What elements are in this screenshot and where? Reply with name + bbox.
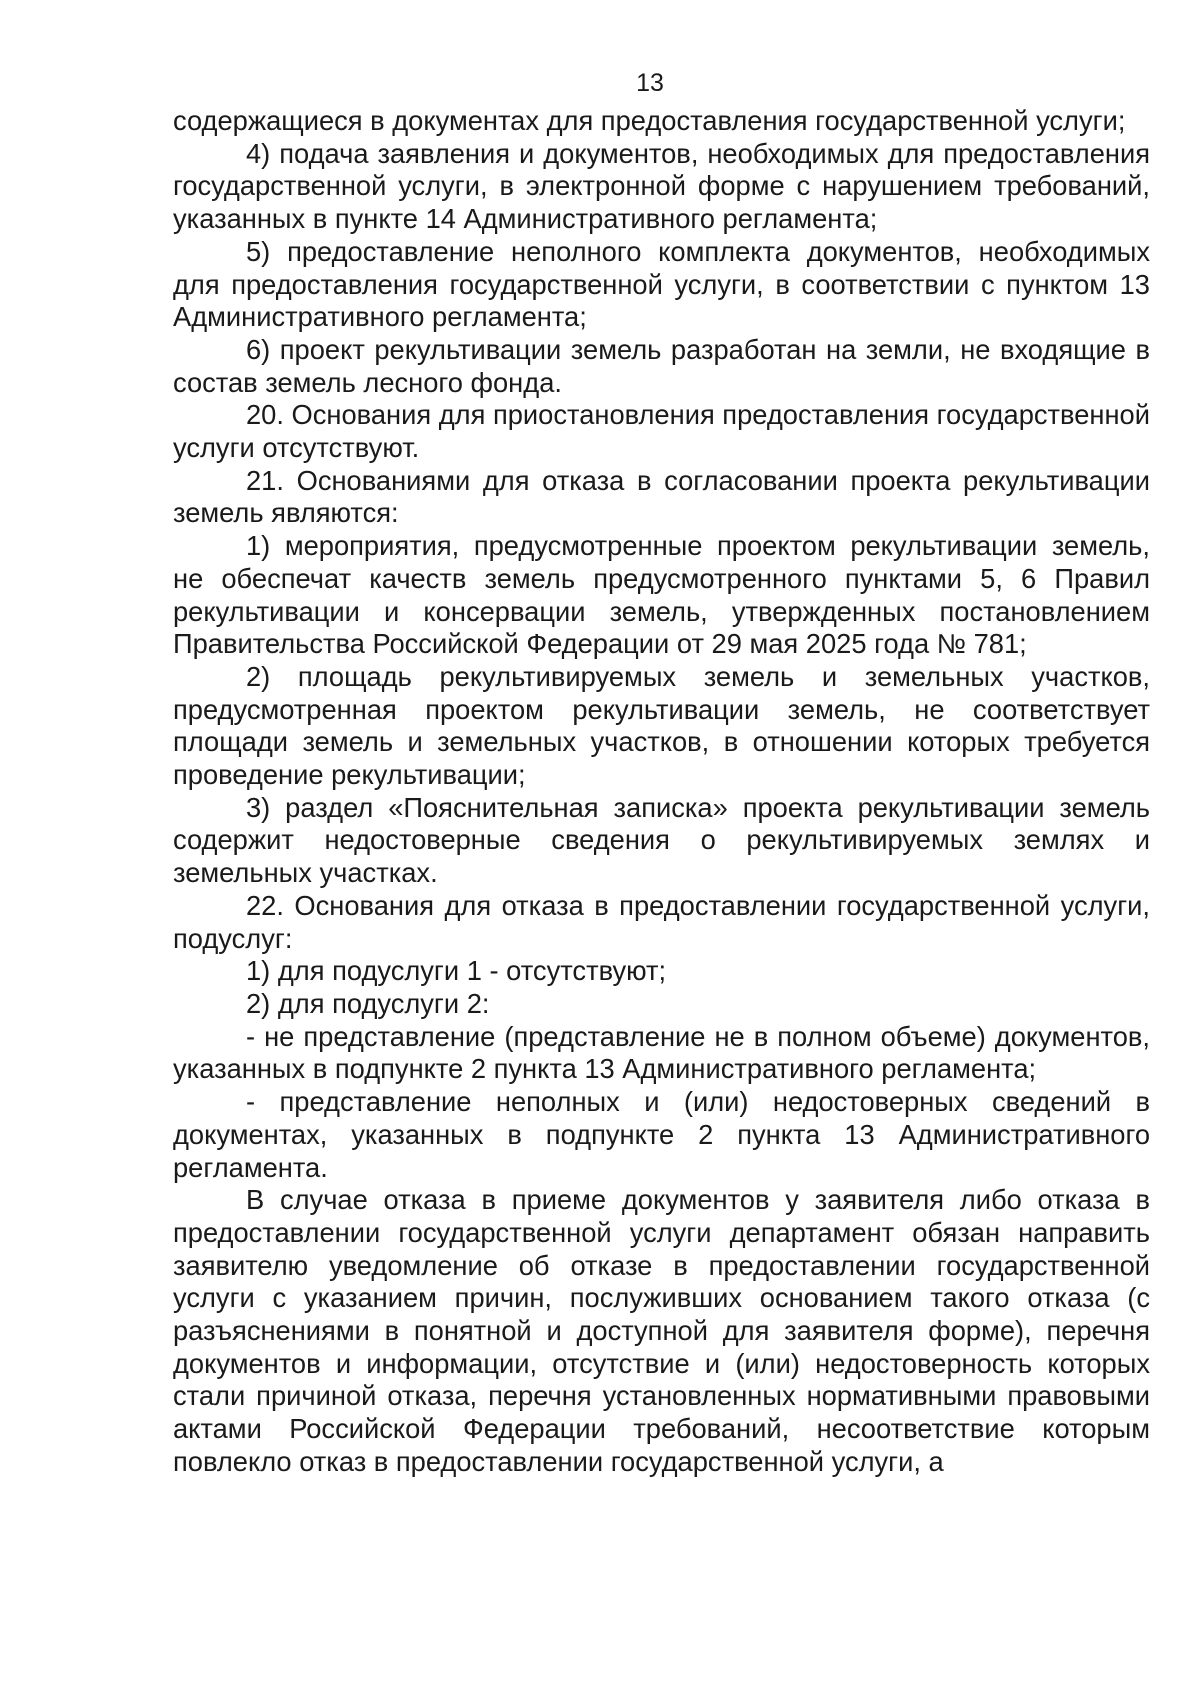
paragraph: 4) подача заявления и документов, необходимых для предоставления государственной услуги, в электронной форме с нарушением требований, указанных в пункте 14 Административного регламента; xyxy=(173,137,1150,235)
page-number: 13 xyxy=(636,69,664,97)
paragraph: 2) для подуслуги 2: xyxy=(246,987,490,1019)
paragraph: 3) раздел «Пояснительная записка» проекта рекультивации земель содержит недостоверные сведения о рекультивируемых землях и земельных участках. xyxy=(173,791,1150,889)
paragraph: 1) для подуслуги 1 - отсутствуют; xyxy=(246,955,667,987)
paragraph: 2) площадь рекультивируемых земель и земельных участков, предусмотренная проектом рекультивации земель, не соответствует площади земель и земельных участков, в отношении которых требуется проведение рекультивации; xyxy=(173,660,1150,791)
paragraph: - представление неполных и (или) недостоверных сведений в документах, указанных в подпункте 2 пункта 13 Административного регламента. xyxy=(173,1086,1150,1183)
paragraph: В случае отказа в приеме документов у заявителя либо отказа в предоставлении государственной услуги департамент обязан направить заявителю уведомление об отказе в предоставлении государственной услуги с указанием причин, послуживших основанием такого отказа (с разъяснениями в понятной и доступной для заявителя форме), перечня документов и информации, отсутствие и (или) недостоверность которых стали причиной отказа, перечня установленных нормативными правовыми актами Российской Федерации требований, несоответствие которым повлекло отказ в предоставлении государственной услуги, а xyxy=(173,1184,1150,1477)
paragraph: 22. Основания для отказа в предоставлении государственной услуги, подуслуг: xyxy=(173,889,1150,954)
paragraph: 6) проект рекультивации земель разработан на земли, не входящие в состав земель лесного фонда. xyxy=(173,333,1150,398)
paragraph: 5) предоставление неполного комплекта документов, необходимых для предоставления государственной услуги, в соответствии с пунктом 13 Административного регламента; xyxy=(173,235,1150,333)
paragraph: 20. Основания для приостановления предоставления государственной услуги отсутствуют. xyxy=(173,399,1150,464)
paragraph: 21. Основаниями для отказа в согласовании проекта рекультивации земель являются: xyxy=(173,464,1150,529)
paragraph: - не представление (представление не в полном объеме) документов, указанных в подпункте 2 пункта 13 Административного регламента; xyxy=(173,1020,1150,1085)
paragraph: 1) мероприятия, предусмотренные проектом рекультивации земель, не обеспечат качеств земель предусмотренного пунктами 5, 6 Правил рекультивации и консервации земель, утвержденных постановлением Правительства Российской Федерации от 29 мая 2025 года № 781; xyxy=(173,530,1150,660)
document-body xyxy=(173,105,1150,1479)
paragraph: содержащиеся в документах для предоставления государственной услуги; xyxy=(173,105,1126,136)
